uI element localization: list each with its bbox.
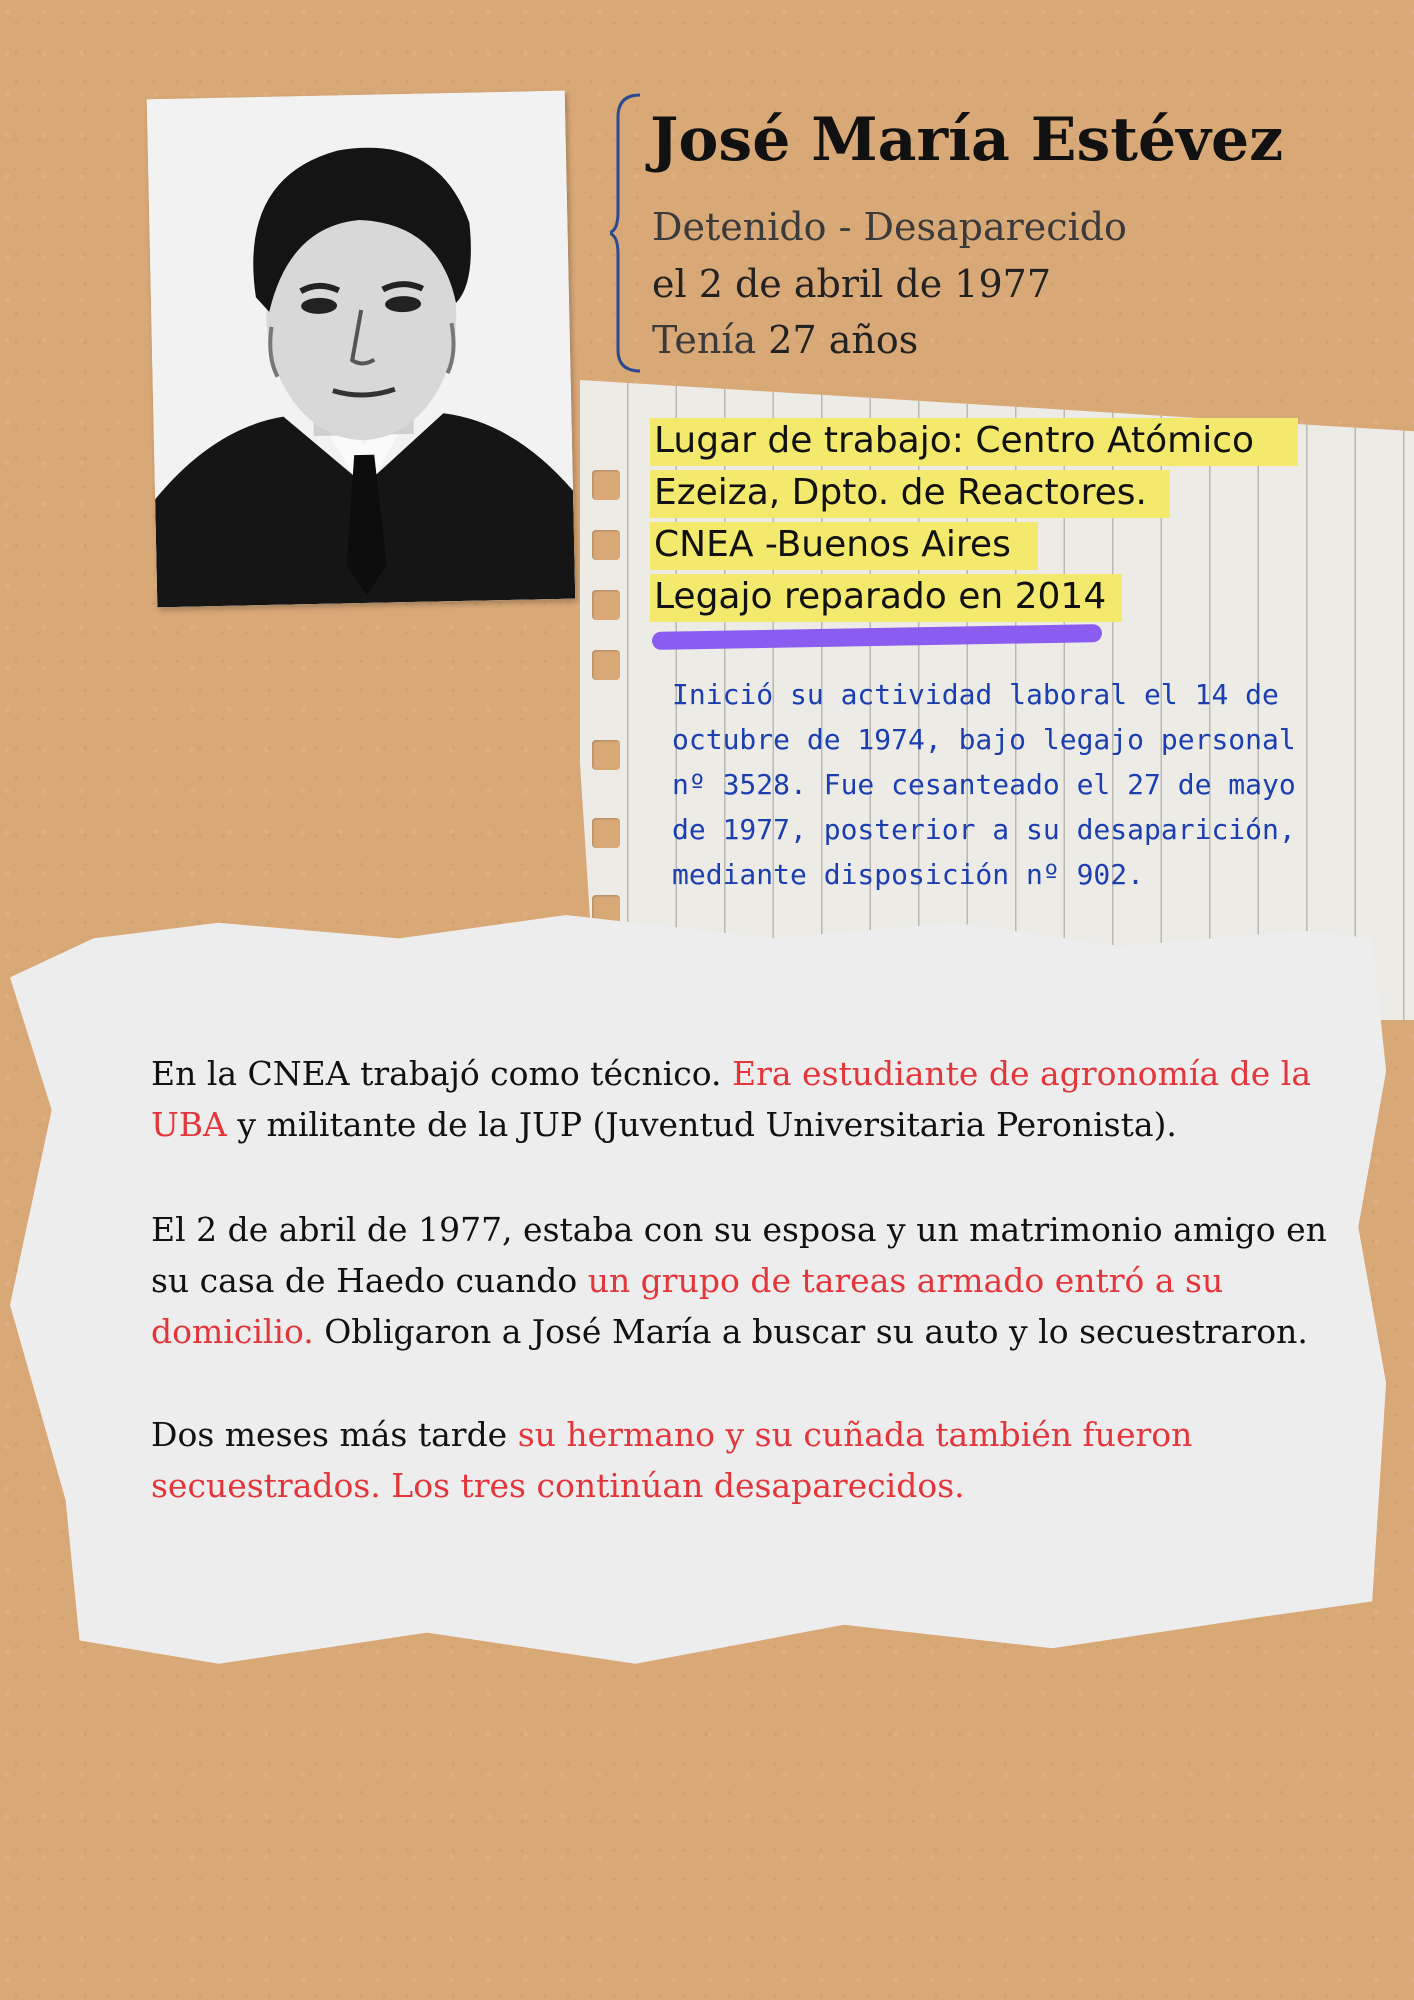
work-location-line: CNEA -Buenos Aires [654, 524, 1011, 565]
age-value: 27 años [768, 318, 919, 362]
story-highlight: su hermano y su cuñada también fueron secuestrados. Los tres continúan desaparecidos. [151, 1415, 1193, 1505]
story-text: Obligaron a José María a buscar su auto y lo secuestraron. [313, 1312, 1308, 1351]
date-text: el 2 de abril de 1977 [652, 262, 1051, 306]
person-name: José María Estévez [650, 105, 1284, 175]
story-text: En la CNEA trabajó como técnico. [151, 1054, 733, 1093]
legajo-line: Legajo reparado en 2014 [654, 576, 1107, 617]
binder-hole [592, 470, 620, 500]
age-prefix: Tenía [652, 318, 757, 362]
story-paragraph-1 [151, 1048, 1351, 1150]
story-paragraph-3 [151, 1409, 1351, 1511]
story-highlight: un grupo de tareas armado entró a su domicilio. [151, 1261, 1224, 1351]
work-dept-line: Ezeiza, Dpto. de Reactores. [654, 472, 1147, 513]
story-text: y militante de la JUP (Juventud Universitaria Peronista). [226, 1105, 1177, 1144]
work-place-line: Lugar de trabajo: Centro Atómico [654, 420, 1255, 461]
handwritten-note: Inició su actividad laboral el 14 de octubre de 1974, bajo legajo personal nº 3528. Fue cesanteado el 27 de mayo de 1977, posterior a su desaparición, mediante disposición nº 902. [672, 678, 1296, 891]
portrait-photo [147, 91, 576, 608]
curly-bracket-icon [610, 92, 650, 374]
story-paragraph-2 [151, 1204, 1351, 1357]
story-text: El 2 de abril de 1977, estaba con su esposa y un matrimonio amigo en su casa de Haedo cuando [151, 1210, 1327, 1300]
binder-hole [592, 530, 620, 560]
binder-hole [592, 740, 620, 770]
story-highlight: Era estudiante de agronomía de la UBA [151, 1054, 1311, 1144]
binder-hole [592, 818, 620, 848]
binder-hole [592, 590, 620, 620]
status-text: Detenido - Desaparecido [652, 205, 1127, 249]
story-text: Dos meses más tarde [151, 1415, 518, 1454]
binder-hole [592, 650, 620, 680]
age-text [652, 318, 918, 362]
